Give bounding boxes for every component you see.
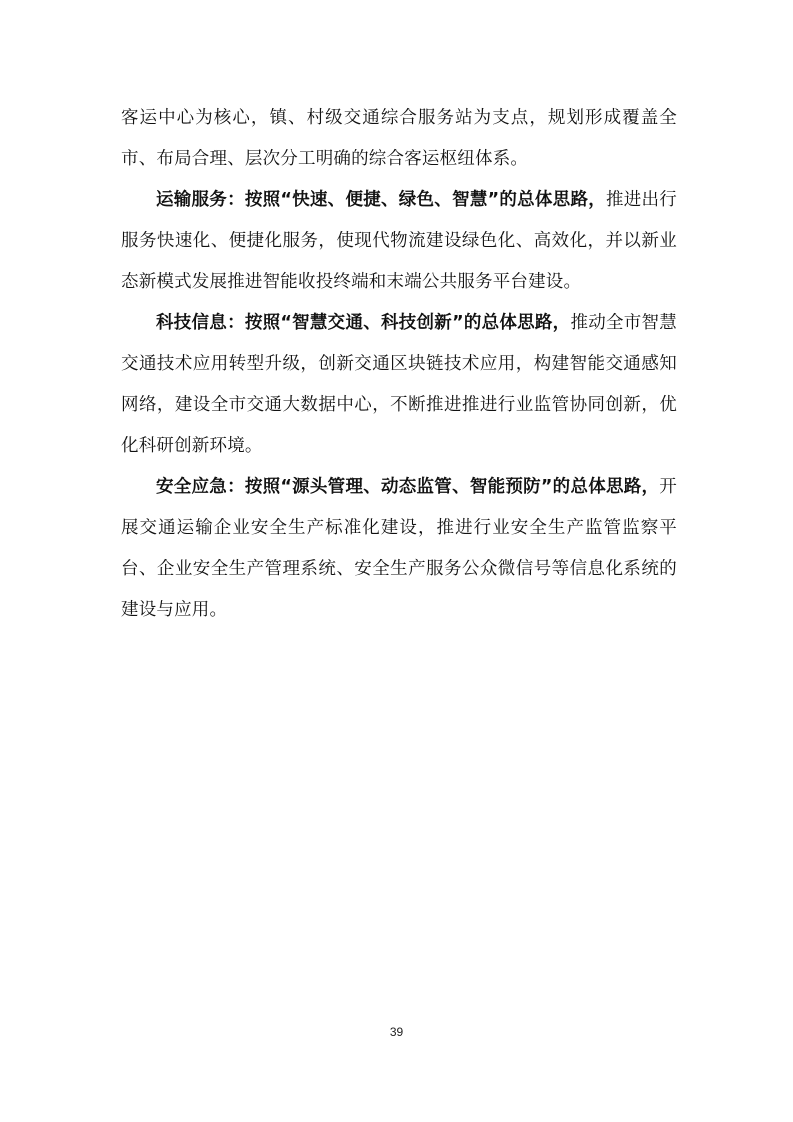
paragraph-safety-emergency [121,467,677,631]
paragraph-lead: 科技信息：按照“智慧交通、科技创新”的总体思路， [156,313,571,333]
paragraph-text: 推进出行服务快速化、便捷化服务，使现代物流建设绿色化、高效化，并以新业态新模式发展推进智能收投终端和末端公共服务平台建设。 [121,190,677,292]
paragraph-transport-services [121,180,677,303]
paragraph-technology-information [121,303,677,467]
paragraph-passenger-hubs [121,98,677,180]
paragraph-text: 推动全市智慧交通技术应用转型升级，创新交通区块链技术应用，构建智能交通感知网络，建设全市交通大数据中心，不断推进推进行业监管协同创新，优化科研创新环境。 [121,313,677,456]
body-text [121,98,677,631]
paragraph-lead: 安全应急：按照“源头管理、动态监管、智能预防”的总体思路， [156,477,660,497]
paragraph-lead: 运输服务：按照“快速、便捷、绿色、智慧”的总体思路， [156,190,606,210]
paragraph-text: 开展交通运输企业安全生产标准化建设，推进行业安全生产监管监察平台、企业安全生产管理系统、安全生产服务公众微信号等信息化系统的建设与应用。 [121,477,677,620]
paragraph-text: 客运中心为核心，镇、村级交通综合服务站为支点，规划形成覆盖全市、布局合理、层次分工明确的综合客运枢纽体系。 [121,108,677,169]
page-number: 39 [389,1025,404,1039]
